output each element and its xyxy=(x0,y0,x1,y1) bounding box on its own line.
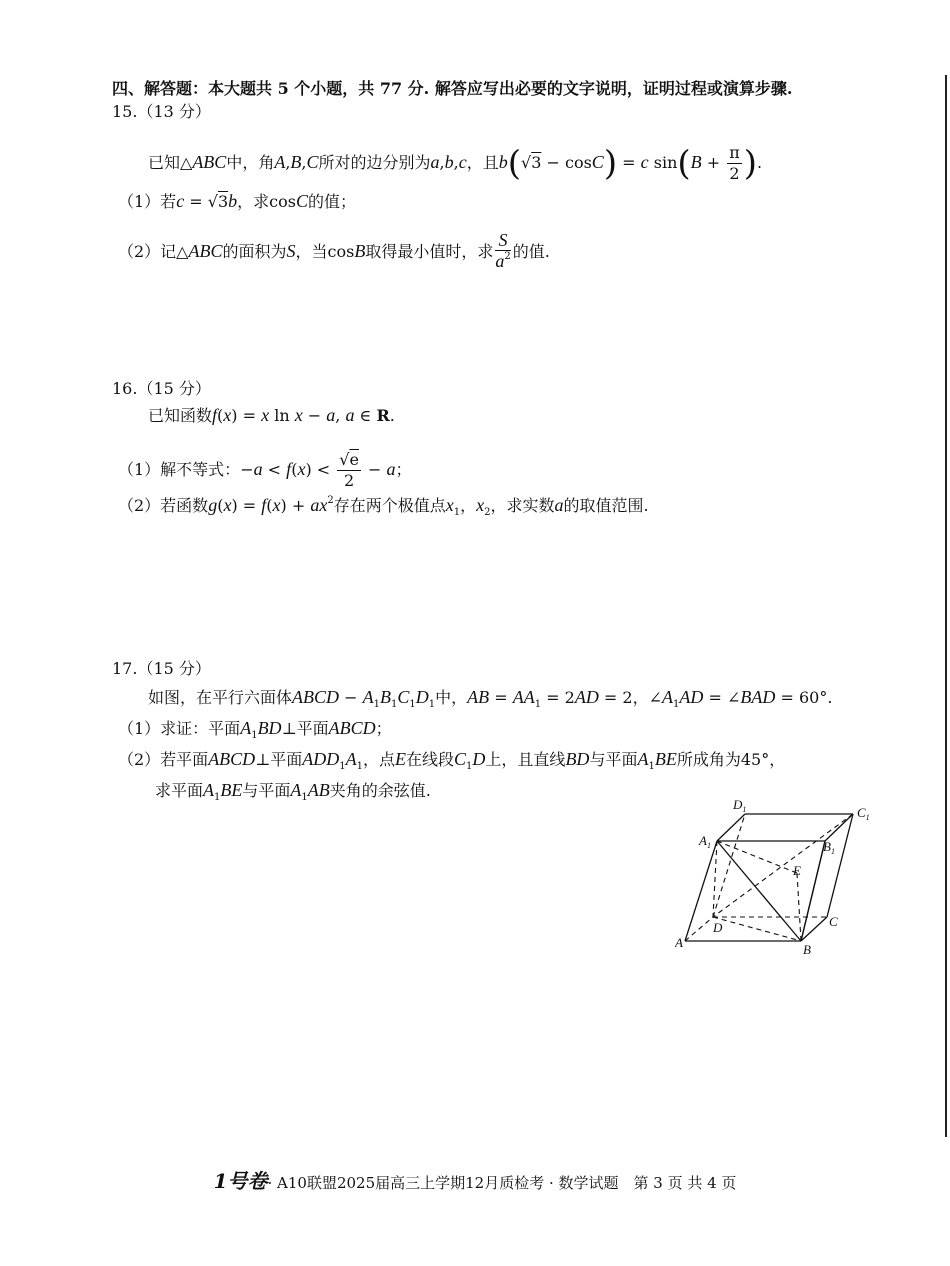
q16-number: 16.（15 分） xyxy=(112,379,211,398)
q17-number: 17.（15 分） xyxy=(112,659,211,678)
q15-part2: （2）记△ABC的面积为S，当cosB取得最小值时，求 $\frac{S}{a^2}$ 的值. xyxy=(118,230,550,271)
label-a: A xyxy=(675,935,683,950)
line-bd-hidden xyxy=(713,917,801,941)
q16-part2: （2）若函数$g(x) = f(x) + ax^2$存在两个极值点$x_1$，$x_2$，求实数a的取值范围. xyxy=(118,495,649,518)
label-b1: $B_1$ xyxy=(823,839,835,856)
q17-stem: 如图，在平行六面体ABCD − $A_1B_1C_1D_1$中，AB = $AA_1 = 2AD = 2$，$\angle A_1AD$ = ∠BAD = 60°. xyxy=(148,687,833,710)
q17-part2-cont: 求平面$A_1BE$与平面$A_1AB$夹角的余弦值. xyxy=(155,780,431,803)
section-heading: 四、解答题：本大题共 5 个小题，共 77 分. 解答应写出必要的文字说明，证明过程或演算步骤. xyxy=(112,79,793,98)
line-be-hidden xyxy=(797,873,801,941)
label-d1: $D_1$ xyxy=(733,797,747,814)
label-a1: $A_1$ xyxy=(699,833,711,850)
q17-part2: （2）若平面ABCD⊥平面$ADD_1A_1$，点E在线段$C_1D$上，且直线BD与平面$A_1BE$所成角为45°， xyxy=(118,749,786,772)
q15-stem: 已知△ABC中，角A,B,C所对的边分别为a,b,c，且b(√3 − cosC) = c sin(B + $\frac{\pi}{2}$ ). xyxy=(148,143,763,184)
right-margin-rule xyxy=(945,75,947,1137)
edge-cc1 xyxy=(827,814,853,917)
line-a1e-hidden xyxy=(717,841,797,873)
label-e: E xyxy=(793,863,801,878)
edge-bc xyxy=(801,917,827,941)
logo-1hao-juan: 1号卷 xyxy=(213,1169,268,1193)
edge-c1b1 xyxy=(825,814,853,841)
line-c1d-hidden xyxy=(713,814,853,917)
footer-text: · A10联盟2025届高三上学期12月质检考 · 数学试题 第 3 页 共 4 页 xyxy=(267,1174,737,1192)
q16-stem: 已知函数f(x) = x ln x − a, a ∈ R. xyxy=(148,405,395,425)
parallelepiped-figure xyxy=(675,795,885,960)
line-a1b xyxy=(717,841,801,941)
label-b: B xyxy=(803,942,811,957)
label-d: D xyxy=(713,920,723,935)
q15-number: 15.（13 分） xyxy=(112,102,211,121)
q15-part1: （1）若c = √3b，求cosC的值； xyxy=(118,191,357,211)
q16-part1: （1）解不等式：−a < f(x) < $\frac{√e}{2}$ − a； xyxy=(118,450,412,490)
q17-part1: （1）求证：平面$A_1BD\perp$平面ABCD； xyxy=(118,718,392,741)
label-c: C xyxy=(829,914,838,929)
label-c1: $C_1$ xyxy=(857,805,870,822)
page-footer xyxy=(0,1165,950,1194)
